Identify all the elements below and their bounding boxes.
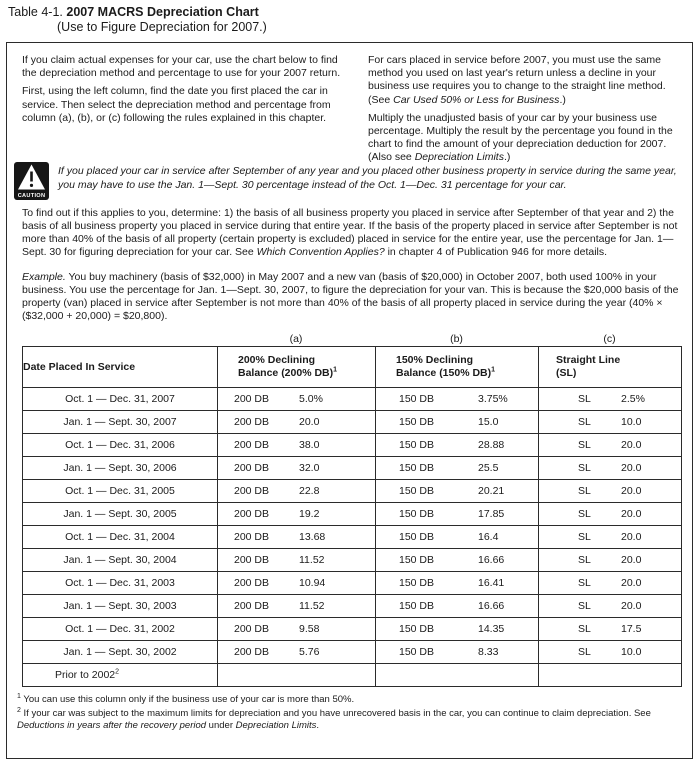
percentage-value: 2.5% — [621, 393, 645, 405]
method-percentage-cell-c — [539, 503, 682, 526]
method-label: 150 DB — [399, 393, 435, 405]
table-number: Table 4-1. — [8, 5, 63, 19]
table-title-line — [8, 5, 267, 20]
date-placed-in-service-cell: Jan. 1 — Sept. 30, 2003 — [23, 595, 218, 618]
method-label: SL — [578, 577, 591, 589]
method-percentage-cell-b — [376, 411, 539, 434]
method-percentage-cell-a — [218, 572, 376, 595]
table-row — [23, 503, 682, 526]
method-label: 200 DB — [234, 439, 270, 451]
percentage-value: 14.35 — [478, 623, 505, 635]
header-text: Straight Line (SL) — [556, 354, 621, 379]
method-percentage-cell-a — [218, 595, 376, 618]
table-row — [23, 595, 682, 618]
method-percentage-cell-c — [539, 434, 682, 457]
method-percentage-cell-c — [539, 526, 682, 549]
method-percentage-cell-a — [218, 664, 376, 687]
method-label: SL — [578, 416, 591, 428]
method-label: SL — [578, 600, 591, 612]
table-row — [23, 411, 682, 434]
date-placed-in-service-cell: Jan. 1 — Sept. 30, 2005 — [23, 503, 218, 526]
caution-icon-label: CAUTION — [17, 193, 46, 200]
percentage-value: 20.0 — [621, 577, 642, 589]
method-label: SL — [578, 508, 591, 520]
header-200-declining-balance — [218, 347, 376, 388]
method-label: SL — [578, 393, 591, 405]
method-percentage-cell-b — [376, 549, 539, 572]
percentage-value: 16.66 — [478, 600, 505, 612]
date-placed-in-service-cell: Jan. 1 — Sept. 30, 2006 — [23, 457, 218, 480]
depreciation-table-section — [22, 333, 681, 687]
method-percentage-cell-c — [539, 549, 682, 572]
method-label: 200 DB — [234, 393, 270, 405]
method-percentage-cell-c — [539, 618, 682, 641]
percentage-value: 20.0 — [621, 531, 642, 543]
method-percentage-cell-b — [376, 572, 539, 595]
intro-left-column — [22, 54, 344, 170]
percentage-value: 28.88 — [478, 439, 505, 451]
intro-columns — [22, 54, 691, 170]
percentage-value: 16.66 — [478, 554, 505, 566]
percentage-value: 20.0 — [621, 508, 642, 520]
percentage-value: 19.2 — [299, 508, 320, 520]
intro-paragraph: If you claim actual expenses for your car, use the chart below to find the depreciation method and percentage to use for your 2007 return. — [22, 54, 341, 80]
method-percentage-cell-b — [376, 434, 539, 457]
date-placed-in-service-cell: Jan. 1 — Sept. 30, 2007 — [23, 411, 218, 434]
percentage-value: 15.0 — [478, 416, 499, 428]
percentage-value: 38.0 — [299, 439, 320, 451]
method-label: SL — [578, 646, 591, 658]
method-label: 200 DB — [234, 485, 270, 497]
percentage-value: 20.0 — [621, 462, 642, 474]
header-straight-line — [539, 347, 682, 388]
method-percentage-cell-b — [376, 618, 539, 641]
caution-icon — [14, 162, 49, 200]
method-percentage-cell-a — [218, 434, 376, 457]
header-date-placed-in-service: Date Placed In Service — [23, 347, 218, 388]
method-label: 200 DB — [234, 554, 270, 566]
intro-right-column — [368, 54, 690, 170]
method-percentage-cell-a — [218, 480, 376, 503]
method-label: 200 DB — [234, 462, 270, 474]
method-label: 150 DB — [399, 554, 435, 566]
percentage-value: 9.58 — [299, 623, 320, 635]
header-150-declining-balance — [376, 347, 539, 388]
date-placed-in-service-cell: Oct. 1 — Dec. 31, 2002 — [23, 618, 218, 641]
table-row — [23, 457, 682, 480]
percentage-value: 16.41 — [478, 577, 505, 589]
table-row — [23, 618, 682, 641]
method-label: 150 DB — [399, 577, 435, 589]
column-letter-a: (a) — [289, 333, 303, 345]
percentage-value: 20.0 — [621, 439, 642, 451]
method-label: SL — [578, 554, 591, 566]
page-title — [8, 5, 267, 35]
header-row — [23, 347, 682, 388]
date-placed-in-service-cell: Prior to 2002$^2$ — [23, 664, 218, 687]
percentage-value: 10.94 — [299, 577, 326, 589]
percentage-value: 3.75% — [478, 393, 508, 405]
date-placed-in-service-cell: Jan. 1 — Sept. 30, 2002 — [23, 641, 218, 664]
column-letter-spacer — [22, 333, 217, 346]
method-label: 150 DB — [399, 462, 435, 474]
method-percentage-cell-a — [218, 411, 376, 434]
percentage-value: 20.0 — [621, 600, 642, 612]
percentage-value: 11.52 — [299, 600, 325, 612]
intro-paragraph: For cars placed in service before 2007, you must use the same method you used on last year's return unless a decline in your business use requires you to change to the straight line method. (See Car Used 50% or Less for Business.) — [368, 54, 666, 106]
method-percentage-cell-a — [218, 457, 376, 480]
percentage-value: 8.33 — [478, 646, 499, 658]
table-row — [23, 664, 682, 687]
percentage-value: 32.0 — [299, 462, 320, 474]
header-text: 150% Declining Balance (150% DB)$^1$ — [396, 354, 496, 379]
method-label: 200 DB — [234, 600, 270, 612]
date-placed-in-service-cell: Jan. 1 — Sept. 30, 2004 — [23, 549, 218, 572]
method-percentage-cell-c — [539, 595, 682, 618]
method-percentage-cell-c — [539, 480, 682, 503]
percentage-value: 20.0 — [621, 554, 642, 566]
percentage-value: 5.0% — [299, 393, 323, 405]
method-label: 200 DB — [234, 646, 270, 658]
method-label: SL — [578, 485, 591, 497]
method-percentage-cell-a — [218, 549, 376, 572]
caution-note — [14, 162, 692, 200]
method-label: 200 DB — [234, 508, 270, 520]
table-row — [23, 641, 682, 664]
method-percentage-cell-b — [376, 480, 539, 503]
percentage-value: 10.0 — [621, 646, 642, 658]
method-label: 150 DB — [399, 646, 435, 658]
percentage-value: 11.52 — [299, 554, 325, 566]
applies-paragraph: To find out if this applies to you, determine: 1) the basis of all business property you placed in service after September of that year and 2) the basis of all business property you placed in service during that entire year. If the basis of the property placed in service after September is not more than 40% of the basis of all property (certain property is excluded) placed in service for the entire year, use the percentage for Jan. 1—Sept. 30 for figuring depreciation for your car. See Which Convention Applies? in chapter 4 of Publication 946 for more details. — [22, 207, 678, 258]
method-percentage-cell-b — [376, 503, 539, 526]
percentage-value: 17.5 — [621, 623, 642, 635]
method-percentage-cell-b — [376, 457, 539, 480]
footnote-1: $^1$ You can use this column only if the business use of your car is more than 50%. — [17, 692, 355, 705]
method-percentage-cell-c — [539, 664, 682, 687]
method-label: SL — [578, 439, 591, 451]
percentage-value: 20.0 — [299, 416, 320, 428]
percentage-value: 16.4 — [478, 531, 499, 543]
method-percentage-cell-c — [539, 411, 682, 434]
footnote-2: $^2$ If your car was subject to the maximum limits for depreciation and you have unrecovered basis in the car, you can continue to claim depreciation. See Deductions in years after the recovery period under Depreciation Limits. — [17, 706, 651, 731]
method-percentage-cell-a — [218, 503, 376, 526]
date-placed-in-service-cell: Oct. 1 — Dec. 31, 2003 — [23, 572, 218, 595]
depreciation-table-head — [23, 347, 682, 388]
method-percentage-cell-b — [376, 664, 539, 687]
method-percentage-cell-b — [376, 526, 539, 549]
method-percentage-cell-c — [539, 572, 682, 595]
method-label: 150 DB — [399, 416, 435, 428]
table-row — [23, 480, 682, 503]
percentage-value: 17.85 — [478, 508, 505, 520]
method-label: 200 DB — [234, 577, 270, 589]
percentage-value: 13.68 — [299, 531, 326, 543]
column-letter-row — [22, 333, 681, 346]
table-subtitle: (Use to Figure Depreciation for 2007.) — [57, 20, 267, 34]
method-label: 150 DB — [399, 623, 435, 635]
percentage-value: 25.5 — [478, 462, 499, 474]
percentage-value: 22.8 — [299, 485, 320, 497]
table-row — [23, 434, 682, 457]
percentage-value: 10.0 — [621, 416, 642, 428]
method-percentage-cell-a — [218, 526, 376, 549]
caution-text: If you placed your car in service after September of any year and you placed other business property in service during the same year, you may have to use the Jan. 1—Sept. 30 percentage instead of the Oct. 1—Dec. 31 percentage for your car. — [58, 165, 677, 191]
method-label: 150 DB — [399, 531, 435, 543]
depreciation-table — [22, 346, 682, 687]
table-row — [23, 388, 682, 411]
method-percentage-cell-a — [218, 388, 376, 411]
column-letter-b: (b) — [450, 333, 463, 345]
table-row — [23, 526, 682, 549]
example-paragraph: Example. You buy machinery (basis of $32,000) in May 2007 and a new van (basis of $20,000) in October 2007, both used 100% in your business. You use the percentage for Jan. 1—Sept. 30, 2007, to figure the depreciation for your van. This is because the $20,000 basis of the property (van) placed in service after September is not more than 40% of the basis of all property placed in service during the year (40% × ($32,000 + 20,000) = $20,800). — [22, 271, 679, 322]
column-letter-c: (c) — [603, 333, 616, 345]
table-row — [23, 549, 682, 572]
method-label: SL — [578, 623, 591, 635]
method-percentage-cell-c — [539, 641, 682, 664]
method-label: 150 DB — [399, 508, 435, 520]
depreciation-table-body — [23, 388, 682, 687]
date-placed-in-service-cell: Oct. 1 — Dec. 31, 2005 — [23, 480, 218, 503]
table-title: 2007 MACRS Depreciation Chart — [66, 5, 259, 19]
method-percentage-cell-a — [218, 641, 376, 664]
method-label: 150 DB — [399, 485, 435, 497]
method-percentage-cell-c — [539, 457, 682, 480]
method-label: 200 DB — [234, 531, 270, 543]
method-percentage-cell-b — [376, 641, 539, 664]
method-percentage-cell-c — [539, 388, 682, 411]
method-label: 200 DB — [234, 416, 270, 428]
method-percentage-cell-b — [376, 595, 539, 618]
date-placed-in-service-cell: Oct. 1 — Dec. 31, 2004 — [23, 526, 218, 549]
header-text: 200% Declining Balance (200% DB)$^1$ — [238, 354, 338, 379]
table-row — [23, 572, 682, 595]
chart-border-box — [6, 42, 693, 759]
footnotes — [17, 694, 685, 734]
method-percentage-cell-b — [376, 388, 539, 411]
method-label: 150 DB — [399, 439, 435, 451]
percentage-value: 20.21 — [478, 485, 505, 497]
method-label: SL — [578, 531, 591, 543]
method-label: SL — [578, 462, 591, 474]
percentage-value: 5.76 — [299, 646, 320, 658]
method-label: 150 DB — [399, 600, 435, 612]
date-placed-in-service-cell: Oct. 1 — Dec. 31, 2007 — [23, 388, 218, 411]
intro-paragraph: First, using the left column, find the date you first placed the car in service. Then select the depreciation method and percentage from column (a), (b), or (c) following the rules explained in this chapter. — [22, 85, 331, 124]
percentage-value: 20.0 — [621, 485, 642, 497]
method-percentage-cell-a — [218, 618, 376, 641]
date-placed-in-service-cell: Oct. 1 — Dec. 31, 2006 — [23, 434, 218, 457]
method-label: 200 DB — [234, 623, 270, 635]
intro-paragraph: Multiply the unadjusted basis of your car by your business use percentage. Multiply the result by the percentage you found in the chart to find the amount of your depreciation deduction for 2007. (Also see Depreciation Limits.) — [368, 111, 673, 164]
